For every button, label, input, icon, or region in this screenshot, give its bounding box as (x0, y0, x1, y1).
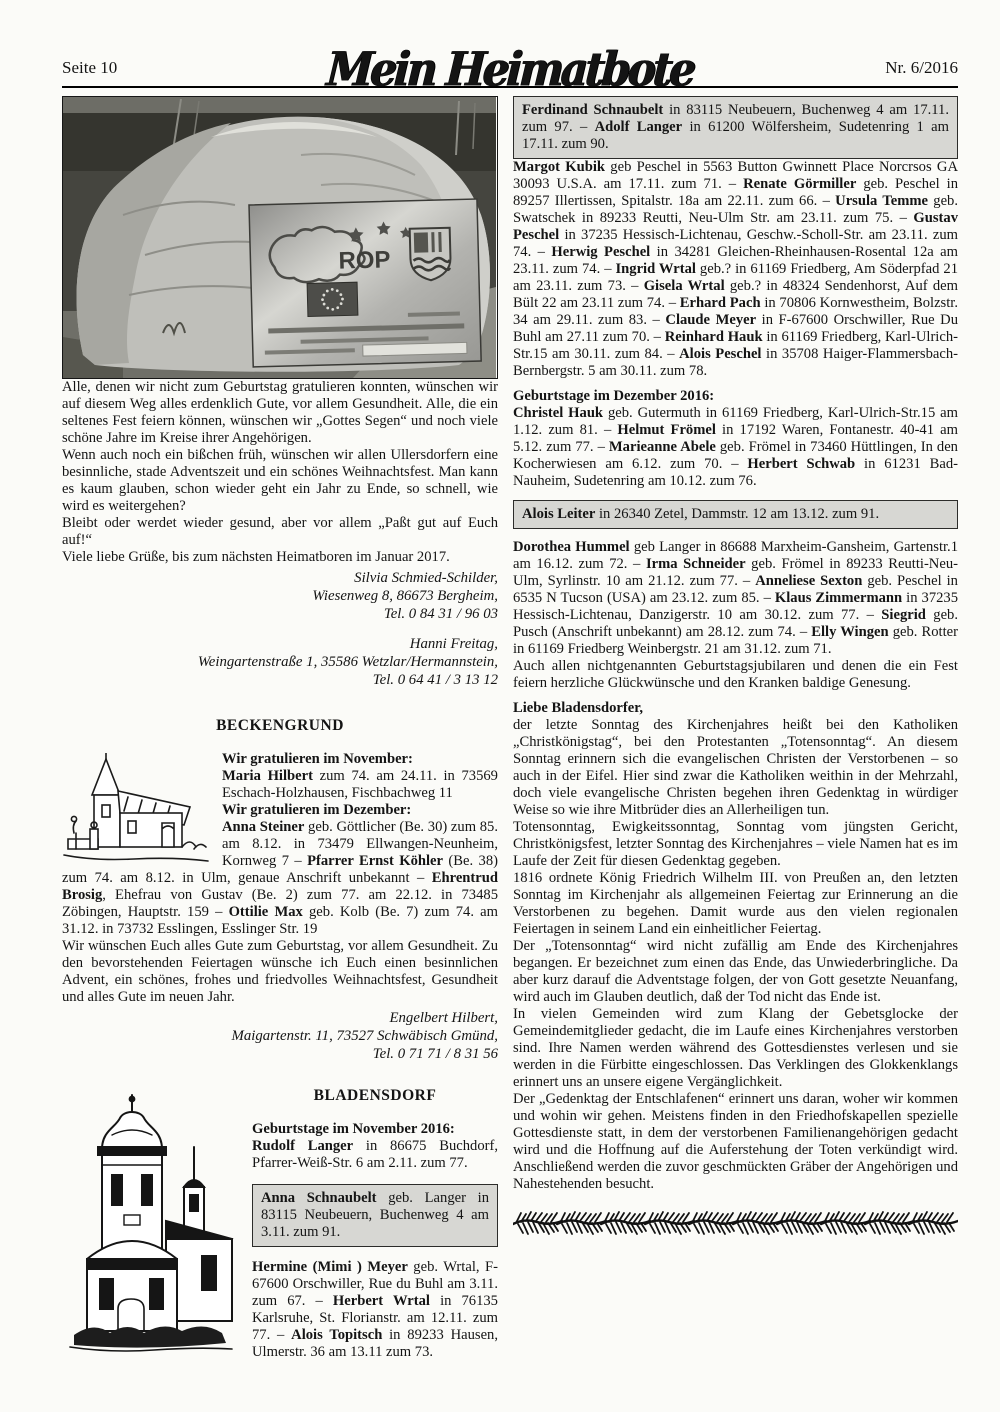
totensonntag-paragraph: Der „Totensonntag“ wird nicht zufällig am Ende des Kirchenjahres begangen. Er bezeichnet zum einen das Ende, das Unwiederbringliche. Da aber kurz darauf die Adventstage folgen, der von Gott gesetzte Neuanfang, wird auch im Glauben deutlich, daß der Tod nicht das Ende ist. (513, 938, 958, 1005)
bladensdorf-november-heading: Geburtstage im November 2016: (252, 1121, 455, 1137)
pine-garland-divider (513, 1209, 958, 1239)
highlight-box-anna-schnaubelt: Anna Schnaubelt geb. Langer in 83115 Neubeuern, Buchenweg 4 am 3.11. zum 91. (252, 1184, 498, 1247)
congratulations-note: Auch allen nichtgenannten Geburtstagsjubilaren und denen die ein Fest feiern herzliche Glückwünsche und den Kranken baldige Genesung. (513, 658, 958, 691)
dezember-birthdays-paragraph: Christel Hauk geb. Gutermuth in 61169 Friedberg, Karl-Ulrich-Str.15 am 1.12. zum 81. – Helmut Frömel in 17192 Waren, Fontanestr. 40-41 am 5.12. zum 77. – Marieanne Abele geb. Frömel in 73460 Hüttlingen, In den Kocherwiesen am 6.12. zum 70. – Herbert Schwab in 61231 Bad-Nauheim, Sudetenring am 10.12. zum 76. (513, 405, 958, 489)
section-title-beckengrund: BECKENGRUND (216, 717, 344, 734)
bladensdorf-entry-rudolf: Rudolf Langer in 86675 Buchdorf, Pfarrer-Weiß-Str. 6 am 2.11. zum 77. (252, 1138, 498, 1171)
november-birthdays-paragraph: Margot Kubik geb Peschel in 5563 Button Gwinnett Place Norcrsos GA 30093 U.S.A. am 17.11. zum 71. – Renate Görmiller geb. Peschel in 89257 Illertissen, Spitalstr. 18a am 22.11. zum 66. – Ursula Temme geb. Swatschek in 89233 Reutti, Neu-Ulm Str. am 23.11. zum 75. – Gustav Peschel in 37235 Hessisch-Lichtenau, Geschw.-Scholl-Str. am 23.11. zum 74. – Herwig Peschel in 34281 Gleichen-Rheinhausen-Rosental 12a am 23.11. zum 74. – Ingrid Wrtal geb.? in 61169 Friedberg, Am Söderpfad 21 am 23.11. zum 73. – Gisela Wrtal geb.? in 48324 Sendenhorst, Auf dem Bült 22 am 23.11 zum 74. – Erhard Pach in 70806 Kornwestheim, Bolzstr. 34 am 29.11. zum 83. – Claude Meyer in F-67600 Orschwiller, Rue Du Buhl am 27.11 zum 70. – Reinhard Hauk in 61169 Friedberg, Karl-Ulrich-Str.15 am 30.11. zum 84. – Alois Peschel in 35708 Haiger-Flammersbach-Bernbergstr. 5 am 30.11. zum 78. (513, 159, 959, 379)
totensonntag-paragraph: Der „Gedenktag der Entschlafenen“ erinnert uns daran, woher wir kommen und wohin wir gehen. Meistens finden in den Friedhofskapellen spezielle Gottesdienste statt, in dem der verstorbenen Familienangehörigen gedacht wird und die Hoffnung auf die Auferstehung der Toten verkündigt wird. Anschließend werden die zuvor geschmückten Gräber der Angehörigen und Nahestehenden besucht. (513, 1091, 958, 1192)
memorial-stone-photo (62, 96, 498, 379)
issue-number: Nr. 6/2016 (885, 58, 958, 77)
highlight-box-alois-leiter: Alois Leiter in 26340 Zetel, Dammstr. 12 am 13.12. zum 91. (513, 500, 958, 529)
right-column (513, 96, 958, 1361)
left-column (62, 96, 498, 1361)
liebe-bladensdorfer-heading: Liebe Bladensdorfer, (513, 700, 643, 716)
page-number: Seite 10 (62, 58, 118, 77)
intro-paragraph: Alle, denen wir nicht zum Geburtstag gratulieren konnten, wünschen wir auf diesem Weg alles erdenklich Gute, vor allem Gesundheit. Alle, die ein seltenes Fest feiern können, wünschen wir „Gottes Segen“ und noch viele schöne Jahre im Kreise ihrer Angehörigen. (62, 379, 498, 446)
memorial-stone-photo-art (63, 97, 496, 378)
beckengrund-wishes: Wir wünschen Euch alles Gute zum Geburtstag, vor allem Gesundheit. Zu den bevorstehenden Feiertagen wünsche ich Euch einen besinnlichen Advent, ein schönes, frohes und friedvolles Weihnachtsfest, Gesundheit und alles Gute im neuen Jahr. (62, 938, 498, 1005)
signature-engelbert: Engelbert Hilbert, Maigartenstr. 11, 73527 Schwäbisch Gmünd, Tel. 0 71 71 / 8 31 56 (231, 1010, 498, 1062)
intro-paragraph: Viele liebe Grüße, bis zum nächsten Heimatboren im Januar 2017. (62, 549, 450, 565)
bladensdorf-entry-hermine: Hermine (Mimi ) Meyer geb. Wrtal, F-67600 Orschwiller, Rue du Buhl am 3.11. zum 67. – Herbert Wrtal in 76135 Karlsruhe, St. Florianstr. am 12.11. zum 77. – Alois Topitsch in 89233 Hausen, Ulmerstr. 36 am 13.11 zum 73. (252, 1259, 498, 1360)
beckengrund-november-heading: Wir gratulieren im November: (222, 751, 413, 767)
church-sketch-beckengrund (62, 753, 212, 865)
plaque-rop-label: ROP (338, 246, 391, 275)
intro-paragraph: Bleibt oder werdet wieder gesund, aber vor allem „Paßt gut auf Euch auf!“ (62, 515, 498, 548)
totensonntag-paragraph: 1816 ordnete König Friedrich Wilhelm III. von Preußen an, den letzten Sonntag im Kirchenjahr als allgemeinen Feiertag zur Erinnerung an die Verstorbenen zu begehen. Damit wurde aus den vielen regionalen Feiertagen in seinem Land ein einheitlicher Feiertag. (513, 870, 958, 937)
eu-flag (307, 282, 358, 316)
signature-silvia: Silvia Schmied-Schilder, Wiesenweg 8, 86673 Bergheim, Tel. 0 84 31 / 96 03 (312, 570, 498, 622)
beckengrund-dezember-heading: Wir gratulieren im Dezember: (222, 802, 412, 818)
totensonntag-paragraph: Totensonntag, Ewigkeitssonntag, Sonntag vom jüngsten Gericht, Christkönigsfest, letzter Sonntag des Kirchenjahres – viele Namen hat es im Laufe der Zeit für diesen Gedenktag gegeben. (513, 819, 958, 869)
beckengrund-block (62, 751, 498, 938)
signature-hanni: Hanni Freitag, Weingartenstraße 1, 35586 Wetzlar/Hermannstein, Tel. 0 64 41 / 3 13 12 (197, 636, 498, 688)
masthead-title: Mein Heimatbote (325, 42, 695, 97)
bladensdorf-block (62, 1087, 498, 1361)
section-title-bladensdorf: BLADENSDORF (313, 1087, 437, 1104)
plaque (249, 199, 481, 367)
beckengrund-dezember-entry: Anna Steiner geb. Göttlicher (Be. 30) zum 85. am 8.12. in 73479 Ellwangen-Neunheim, Kornweg 7 – Pfarrer Ernst Köhler (Be. 38) zum 74. am 8.12. in Ulm, genaue Anschrift unbekannt – Ehrentrud Brosig, Ehefrau von Gustav (Be. 2) zum 77. am 22.12. in 73485 Zöbingen, Hauptstr. 159 – Ottilie Max geb. Kolb (Be. 7) zum 74. am 31.12. in 73732 Esslingen, Esslinger Str. 19 (62, 819, 499, 937)
dezember-heading: Geburtstage im Dezember 2016: (513, 388, 715, 404)
highlight-box-ferdinand-schnaubelt: Ferdinand Schnaubelt in 83115 Neubeuern, Buchenweg 4 am 17.11. zum 97. – Adolf Langer in 61200 Wölfersheim, Sudetenring 1 am 17.11. zum 90. (513, 96, 958, 159)
page-header (62, 0, 958, 97)
plaque-light-strip (363, 342, 467, 356)
church-sketch-bladensdorf (62, 1091, 240, 1353)
intro-paragraph: Wenn auch noch ein bißchen früh, wünschen wir allen Ullersdorfern eine besinnliche, stade Adventszeit und ein schönes Weihnachtsfest. Man kann es kaum glauben, schon wieder geht ein Jahr zu Ende, so schnell, wie wird es weitergehen? (62, 447, 498, 514)
pine-garland-art (513, 1209, 958, 1239)
columns (62, 96, 958, 1361)
dezember-birthdays-paragraph-2: Dorothea Hummel geb Langer in 86688 Marxheim-Gansheim, Gartenstr.1 am 16.12. zum 72. – Irma Schneider geb. Frömel in 89233 Reutti-Neu-Ulm, Syrlinstr. 10 am 21.12. zum 77. – Anneliese Sexton geb. Peschel in 6535 N Tucson (USA) am 23.12. zum 85. – Klaus Zimmermann in 37235 Hessisch-Lichtenau, Danzigerstr. 10 am 30.12. zum 77. – Siegrid geb. Pusch (Anschrift unbekannt) am 28.12. zum 74. – Elly Wingen geb. Rotter in 61169 Friedberg Weinbergstr. 21 am 31.12. zum 71. (513, 539, 959, 657)
totensonntag-paragraph: der letzte Sonntag des Kirchenjahres heißt bei den Katholiken „Christkönigstag“, bei den Protestanten „Totensonntag“. An diesem Sonntag erinnern sich die evangelischen Christen der Verstorbenen – so auch in der Eifel. Hier sind zwar die Katholiken weithin in der Mehrzahl, doch viele evangelische Christen begehen ihren Gedenktag in würdiger Weise so wie ihre Mitbrüder dies an Allerheiligen tun. (513, 717, 958, 818)
totensonntag-paragraph: In vielen Gemeinden wird zum Klang der Gebetsglocke der Gemeindemitglieder gedacht, die im Laufe eines Kirchenjahres verstorben sind. Ihre Namen werden während des Gottesdienstes verlesen und sie werden in die Fürbitte eingeschlossen. Das Verklingen des Glokkenklangs erinnert uns an unsere eigene Vergänglichkeit. (513, 1006, 958, 1090)
beckengrund-november-entry: Maria Hilbert zum 74. am 24.11. in 73569 Eschach-Holzhausen, Fischbachweg 11 (222, 768, 498, 801)
